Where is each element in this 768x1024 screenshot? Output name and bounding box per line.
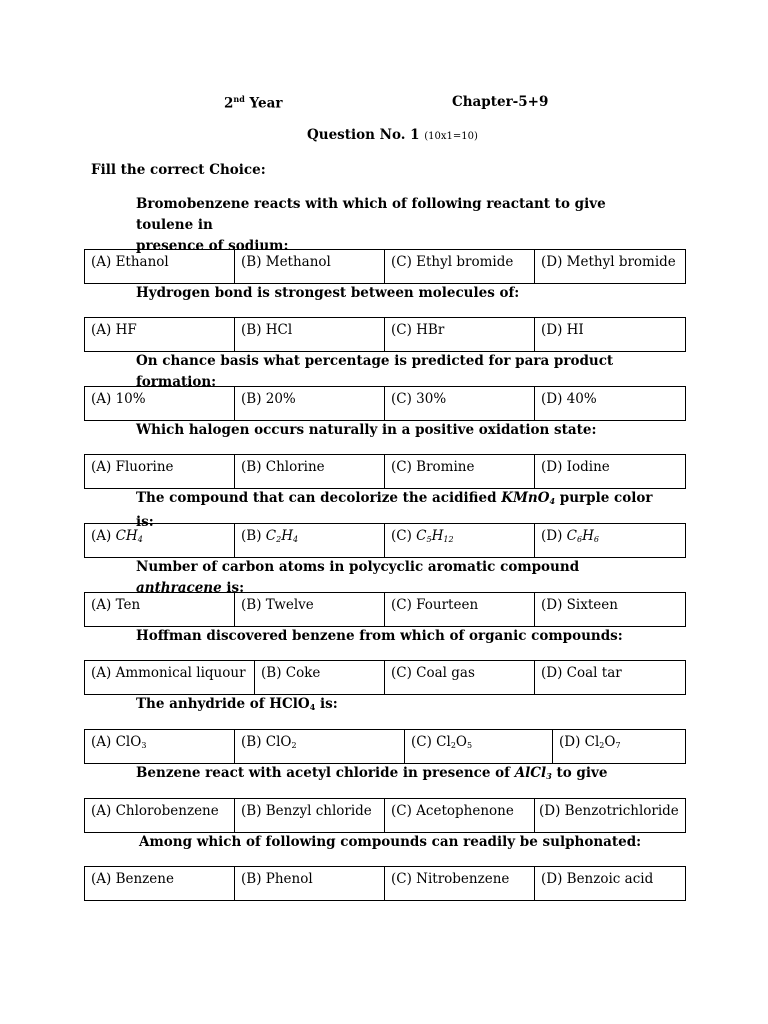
question-4-option-a: (A) Fluorine — [85, 455, 235, 489]
question-8-option-c: (C) $Cl_2O_5$ — [405, 730, 553, 764]
instruction-text: Fill the correct Choice: — [91, 162, 266, 178]
question-1-options — [84, 249, 686, 284]
question-4-options — [84, 454, 686, 489]
question-5-option-d: (D) $C_6H_6$ — [535, 524, 686, 558]
question-6-option-c: (C) Fourteen — [385, 593, 535, 627]
question-6-option-a: (A) Ten — [85, 593, 235, 627]
question-10-option-a: (A) Benzene — [85, 867, 235, 901]
question-1-option-a: (A) Ethanol — [85, 250, 235, 284]
question-9-text — [136, 763, 666, 787]
question-8-option-d: (D) $Cl_2O_7$ — [553, 730, 686, 764]
question-3-text: On chance basis what percentage is predicted for para product formation: — [136, 353, 614, 390]
year-suffix: nd — [233, 94, 245, 104]
question-6-options — [84, 592, 686, 627]
question-5-option-b: (B) $C_2H_4$ — [235, 524, 385, 558]
question-9-text-post: to give — [551, 765, 608, 781]
question-9-text-pre: Benzene react with acetyl chloride in presence of — [136, 765, 515, 781]
question-6-italic: anthracene — [136, 580, 222, 596]
question-2-text: Hydrogen bond is strongest between molecules of: — [136, 285, 520, 301]
question-6-option-d: (D) Sixteen — [535, 593, 686, 627]
question-7-option-b: (B) Coke — [255, 661, 385, 695]
chapter-heading: Chapter-5+9 — [452, 94, 549, 110]
question-8-option-b: (B) ClO$_2$ — [235, 730, 405, 764]
question-5-text-pre: The compound that can decolorize the acidified — [136, 490, 502, 506]
question-1-option-c: (C) Ethyl bromide — [385, 250, 535, 284]
question-5-formula: KMnO — [501, 490, 550, 506]
question-2-options — [84, 317, 686, 352]
year-word: Year — [249, 95, 283, 112]
question-1-line1: Bromobenzene reacts with which of following reactant to give toulene in — [136, 196, 606, 233]
question-3-option-d: (D) 40% — [535, 387, 686, 421]
question-5-option-a: (A) $CH_4$ — [85, 524, 235, 558]
question-9-option-c: (C) Acetophenone — [385, 799, 535, 833]
question-7-option-d: (D) Coal tar — [535, 661, 686, 695]
question-2-option-d: (D) HI — [535, 318, 686, 352]
question-9-option-d: (D) Benzotrichloride — [535, 799, 686, 833]
question-2-option-a: (A) HF — [85, 318, 235, 352]
question-1-option-b: (B) Methanol — [235, 250, 385, 284]
question-8-text — [136, 694, 666, 718]
question-7-options — [84, 660, 686, 695]
question-8-text-sub: 4 — [309, 702, 316, 712]
question-3-option-a: (A) 10% — [85, 387, 235, 421]
question-5-text-post: purple color is: — [136, 490, 653, 530]
question-4-option-c: (C) Bromine — [385, 455, 535, 489]
question-4-text: Which halogen occurs naturally in a positive oxidation state: — [136, 422, 597, 438]
question-5-formula-sub: 4 — [549, 496, 556, 506]
question-10-option-d: (D) Benzoic acid — [535, 867, 686, 901]
question-2-option-c: (C) HBr — [385, 318, 535, 352]
question-1-text — [136, 194, 666, 257]
question-8-options — [84, 729, 686, 764]
question-7-option-c: (C) Coal gas — [385, 661, 535, 695]
year-heading — [224, 94, 282, 112]
question-9-option-a: (A) Chlorobenzene — [85, 799, 235, 833]
question-4-option-d: (D) Iodine — [535, 455, 686, 489]
question-1-option-d: (D) Methyl bromide — [535, 250, 686, 284]
question-9-options — [84, 798, 686, 833]
question-10-option-c: (C) Nitrobenzene — [385, 867, 535, 901]
question-9-formula: AlCl — [514, 765, 547, 781]
question-number-heading — [307, 127, 478, 143]
question-10-option-b: (B) Phenol — [235, 867, 385, 901]
question-3-option-c: (C) 30% — [385, 387, 535, 421]
question-10-text: Among which of following compounds can readily be sulphonated: — [139, 834, 642, 850]
question-4-option-b: (B) Chlorine — [235, 455, 385, 489]
question-7-option-a: (A) Ammonical liquour — [85, 661, 255, 695]
question-5-option-c: (C) $C_5H_{12}$ — [385, 524, 535, 558]
question-6-text-pre: Number of carbon atoms in polycyclic aromatic compound — [136, 559, 580, 575]
question-8-option-a: (A) ClO$_3$ — [85, 730, 235, 764]
question-1-line2: presence of sodium: — [136, 238, 289, 254]
question-9-formula-sub: 3 — [546, 771, 552, 781]
question-marks: (10x1=10) — [424, 131, 478, 142]
question-7-text: Hoffman discovered benzene from which of organic compounds: — [136, 628, 623, 644]
question-3-options — [84, 386, 686, 421]
question-label: Question No. 1 — [307, 127, 420, 143]
question-8-text-pre: The anhydride of HClO — [136, 696, 310, 712]
question-6-option-b: (B) Twelve — [235, 593, 385, 627]
question-9-option-b: (B) Benzyl chloride — [235, 799, 385, 833]
question-2-option-b: (B) HCl — [235, 318, 385, 352]
year-number: 2 — [224, 95, 234, 112]
question-8-text-post: is: — [315, 696, 338, 712]
question-5-options — [84, 523, 686, 558]
question-6-text-post: is: — [221, 580, 245, 596]
question-10-options — [84, 866, 686, 901]
question-3-option-b: (B) 20% — [235, 387, 385, 421]
